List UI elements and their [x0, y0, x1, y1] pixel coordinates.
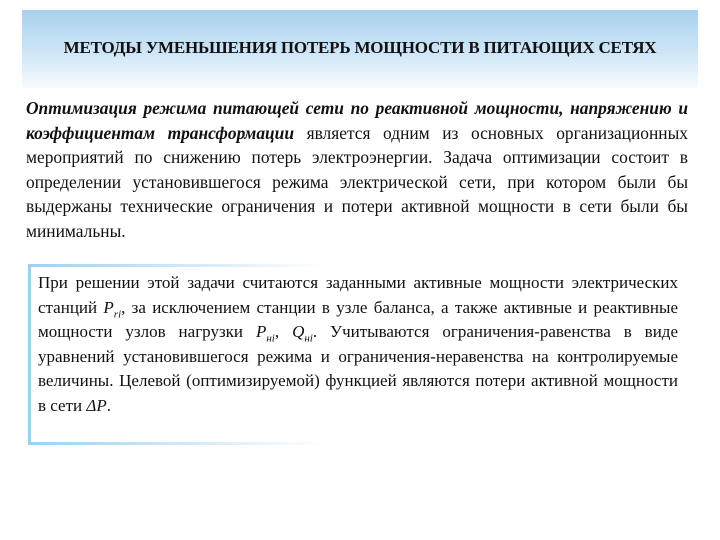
- symbol-p-h: $P_{нi}$: [255, 322, 275, 345]
- symbol-q-h: $Q_{нi}$: [292, 322, 313, 345]
- symbol-separator: ,: [274, 322, 293, 342]
- detail-paragraph: [38, 271, 678, 419]
- symbol-delta-p: ΔP: [86, 395, 107, 415]
- detail-text-a: При решении этой задачи считаются заданными активные мощности электрических станций: [38, 273, 678, 317]
- detail-text-c: . Учитываются ограничения-равенства в виде уравнений установившегося режима и ограничения-неравенства на контролируемые величины. Целевой (оптимизируемой) функцией являются потери активной мощности в сети: [38, 322, 678, 415]
- detail-text-end: .: [106, 395, 111, 415]
- detail-text-b: , за исключением станции в узле баланса, а также активные и реактивные мощности узлов нагрузки: [38, 297, 678, 342]
- intro-text: является одним из основных организационных мероприятий по снижению потерь электроэнергии. Задача оптимизации состоит в определении установившегося режима электрической сети, при котором были бы выдержаны технические ограничения и потери активной мощности в сети были бы минимальны.: [26, 122, 688, 241]
- page-title: МЕТОДЫ УМЕНЬШЕНИЯ ПОТЕРЬ МОЩНОСТИ В ПИТАЮЩИХ СЕТЯХ: [63, 38, 657, 57]
- intro-paragraph: [26, 96, 688, 243]
- symbol-p-r: $P_{ri}$: [103, 297, 122, 320]
- intro-bold-text: Оптимизация режима питающей сети по реактивной мощности, напряжению и коэффициентам трансформации: [26, 98, 688, 143]
